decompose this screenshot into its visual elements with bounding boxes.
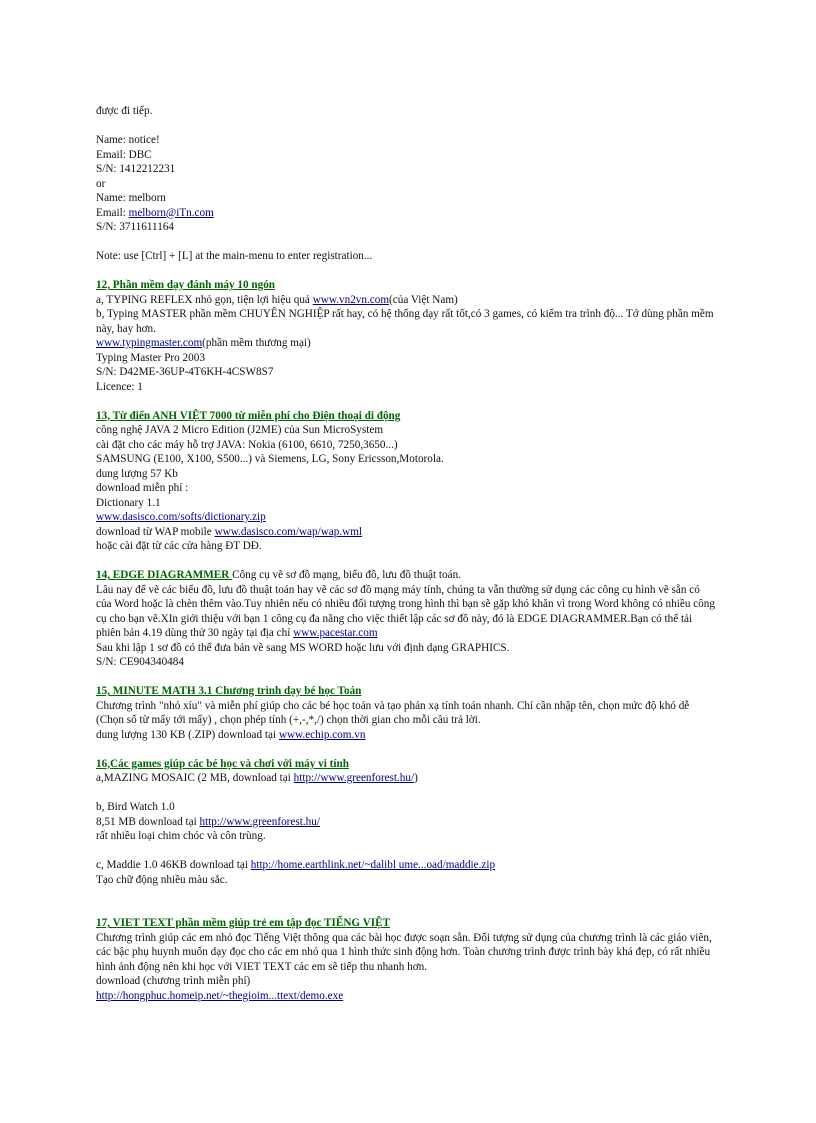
section-15-heading: 15, MINUTE MATH 3.1 Chương trình dạy bé học Toán [96, 685, 362, 697]
section-17-heading: 17, VIET TEXT phần mềm giúp trẻ em tập đọc TIẾNG VIỆT [96, 917, 391, 929]
reg2-name: Name: melborn [96, 192, 166, 204]
s15-link[interactable]: www.echip.com.vn [278, 728, 366, 741]
s16-c-desc: Tạo chữ động nhiều màu sắc. [96, 873, 228, 886]
s13-tech: công nghệ JAVA 2 Micro Edition (J2ME) của Sun MicroSystem [96, 424, 384, 436]
s15-dl-text: dung lượng 130 KB (.ZIP) download tại [96, 728, 279, 741]
s13-samsung: SAMSUNG (E100, X100, S500...) và Siemens, LG, Sony Ericsson,Motorola. [96, 453, 444, 465]
s14-link[interactable]: www.pacestar.com [293, 627, 378, 639]
s17-paragraph: Chương trình giúp các em nhỏ đọc Tiếng Việt thông qua các bài học được soạn sẵn. Đối tượng sử dụng của chương trình là các giáo viên, các bậc phụ huynh muốn dạy đọc cho các em nhỏ qua 1 hình thức sinh động hơn. Toàn chương trình được trình bày khá đẹp, có rất nhiều hình ảnh động nên khi học với VIET TEXT các em sẽ tiếp thu nhanh hơn. [96, 931, 712, 973]
or-text: or [96, 177, 106, 190]
intro-continue-text: được đi tiếp. [96, 105, 153, 117]
s12-item-a [96, 293, 716, 308]
s13-wap-line [96, 525, 716, 540]
s14-para-text: Lâu nay để vẽ các biểu đồ, lưu đồ thuật toán hay vẽ các sơ đồ mạng máy tính, chúng ta vẫn thường sử dụng các công cụ hình vẽ sẵn có của Word hoặc là chèn thêm vào.Tuy nhiên nếu có nhiều đối tượng trong hình thì bạn sẽ gặp khó khăn vì trong Word không có nhiều công cụ cho bạn vẽ.XIn giới thiệu với bạn 1 công cụ đa năng cho việc thiết lập các sơ đồ này, đó là EDGE DIAGRAMMER.Bạn có thể tải phiên bản 4.19 dùng thử 30 ngày tại địa chỉ [96, 583, 715, 639]
s16-b-desc: rất nhiều loại chim chóc và côn trùng. [96, 830, 266, 842]
s16-b-link[interactable]: http://www.greenforest.hu/ [199, 815, 320, 828]
s17-download: download (chương trình miễn phí) [96, 975, 251, 987]
reg1-email: Email: DBC [96, 148, 152, 161]
s13-link-line [96, 510, 716, 525]
s16-b-title: b, Bird Watch 1.0 [96, 801, 175, 813]
s13-free: download miễn phí : [96, 482, 189, 494]
s14-heading-suffix: Công cụ vẽ sơ đồ mạng, biểu đồ, lưu đồ thuật toán. [232, 569, 461, 581]
s16-a-suffix: ) [414, 772, 418, 784]
reg2-email-label: Email: [96, 206, 129, 219]
s13-install: cài đặt cho các máy hỗ trợ JAVA: Nokia (6100, 6610, 7250,3650...) [96, 438, 398, 451]
s13-wap-link[interactable]: www.dasisco.com/wap/wap.wml [214, 525, 363, 538]
s12-b-link[interactable]: www.typingmaster.com [96, 337, 203, 349]
s17-link-line [96, 989, 716, 1004]
s16-a-link[interactable]: http://www.greenforest.hu/ [293, 772, 415, 784]
section-16-heading: 16,Các games giúp các bé học và chơi với máy vi tính [96, 757, 349, 770]
registration-note: Note: use [Ctrl] + [L] at the main-menu to enter registration... [96, 250, 373, 262]
s16-c-link[interactable]: http://home.earthlink.net/~dalibl ume...oad/maddie.zip [250, 859, 496, 871]
s15-paragraph: Chương trình "nhỏ xíu" và miễn phí giúp cho các bé học toán và tạo phản xạ tính toán nhanh. Chỉ cần nhập tên, chọn mức độ khó dễ (Chọn số từ mấy tới mấy) , chọn phép tính (+,-,*,/) chọn thời gian cho mỗi câu trả lời. [96, 699, 690, 726]
s13-store: hoặc cài đặt từ các cửa hàng ĐT DĐ. [96, 540, 262, 552]
s16-item-c [96, 858, 716, 873]
s13-dict-link[interactable]: www.dasisco.com/softs/dictionary.zip [96, 511, 266, 523]
s12-a-link[interactable]: www.vn2vn.com [312, 293, 390, 306]
s16-a-text: a,MAZING MOSAIC (2 MB, download tại [96, 772, 294, 784]
s12-b-link-suffix: (phần mềm thương mại) [202, 337, 311, 349]
s16-b-download [96, 815, 716, 830]
s16-item-a [96, 771, 716, 786]
s16-b-dl-text: 8,51 MB download tại [96, 815, 200, 828]
s16-c-text: c, Maddie 1.0 46KB download tại [96, 859, 251, 871]
s12-serial: S/N: D42ME-36UP-4T6KH-4CSW8S7 [96, 366, 274, 378]
section-14-heading: 14, EDGE DIAGRAMMER [96, 569, 233, 581]
s12-a-text: a, TYPING REFLEX nhỏ gọn, tiện lợi hiệu quả [96, 293, 313, 306]
s12-item-b: b, Typing MASTER phần mềm CHUYÊN NGHIỆP rất hay, có hệ thống dạy rất tốt,có 3 games, có kiểm tra trình độ... Tớ dùng phần mềm này, hay hơn. [96, 308, 714, 335]
s13-size: dung lượng 57 Kb [96, 467, 178, 480]
s14-after: Sau khi lập 1 sơ đồ có thể đưa bản vẽ sang MS WORD hoặc lưu với định dạng GRAPHICS. [96, 641, 510, 654]
reg2-serial: S/N: 3711611164 [96, 221, 175, 233]
reg2-email [96, 206, 716, 221]
reg1-serial: S/N: 1412212231 [96, 163, 176, 175]
s14-heading-line [96, 568, 716, 583]
s13-wap-text: download từ WAP mobile [96, 525, 215, 538]
section-13-heading: 13, Từ điển ANH VIỆT 7000 từ miễn phí cho Điện thoại di động [96, 409, 401, 422]
reg1-name: Name: notice! [96, 134, 160, 146]
s12-a-suffix: (của Việt Nam) [389, 293, 458, 306]
document-body [96, 104, 716, 1003]
s15-download-line [96, 728, 716, 743]
s14-serial: S/N: CE904340484 [96, 656, 184, 668]
s13-dict: Dictionary 1.1 [96, 496, 161, 509]
reg2-email-link[interactable]: melborn@iTn.com [128, 206, 214, 219]
s14-paragraph [96, 583, 716, 641]
s12-b-link-line [96, 336, 716, 351]
section-12-heading: 12, Phần mềm dạy đánh máy 10 ngón [96, 279, 276, 291]
s12-product: Typing Master Pro 2003 [96, 351, 205, 364]
s12-licence: Licence: 1 [96, 380, 143, 393]
s17-link[interactable]: http://hongphuc.homeip.net/~thegioim...ttext/demo.exe [96, 989, 344, 1002]
